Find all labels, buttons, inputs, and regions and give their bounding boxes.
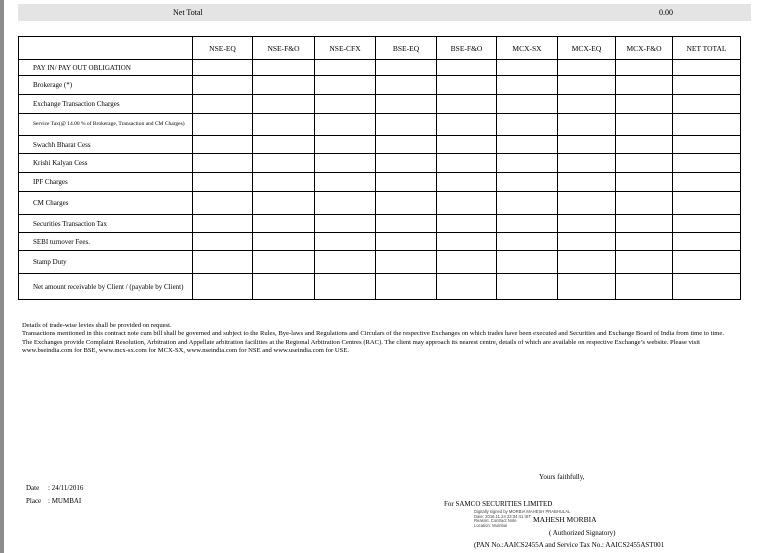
table-cell — [497, 192, 558, 215]
table-cell — [315, 173, 376, 192]
table-cell — [437, 215, 497, 233]
table-cell — [437, 60, 497, 76]
table-cell — [673, 251, 741, 274]
table-cell — [315, 95, 376, 114]
table-cell — [616, 173, 673, 192]
column-header: BSE-F&O — [437, 37, 497, 60]
column-header: BSE-EQ — [376, 37, 437, 60]
table-cell — [253, 192, 315, 215]
table-cell — [437, 76, 497, 95]
table-cell — [616, 251, 673, 274]
table-cell — [497, 136, 558, 154]
table-cell — [558, 173, 616, 192]
signatory-role: ( Authorized Signatory) — [549, 529, 616, 537]
row-label: Service Tax(@ 14.00 % of Brokerage, Transaction and CM Charges) — [19, 114, 193, 136]
table-cell — [437, 192, 497, 215]
table-row — [19, 215, 741, 233]
table-cell — [437, 114, 497, 136]
row-label: Brokerage (*) — [19, 76, 193, 95]
table-cell — [376, 154, 437, 173]
table-row — [19, 173, 741, 192]
table-row — [19, 60, 741, 76]
table-cell — [253, 76, 315, 95]
table-cell — [437, 136, 497, 154]
table-cell — [616, 154, 673, 173]
table-cell — [673, 192, 741, 215]
table-cell — [376, 215, 437, 233]
table-cell — [616, 274, 673, 300]
table-cell — [253, 173, 315, 192]
table-cell — [558, 154, 616, 173]
table-cell — [616, 76, 673, 95]
table-cell — [253, 251, 315, 274]
page-left-edge — [0, 0, 4, 553]
table-cell — [315, 114, 376, 136]
row-label: IPF Charges — [19, 173, 193, 192]
table-cell — [497, 173, 558, 192]
table-cell — [193, 114, 253, 136]
table-cell — [315, 136, 376, 154]
table-cell — [497, 251, 558, 274]
table-cell — [253, 95, 315, 114]
table-cell — [673, 76, 741, 95]
table-cell — [437, 251, 497, 274]
table-cell — [616, 136, 673, 154]
table-cell — [497, 114, 558, 136]
row-label: Stamp Duty — [19, 251, 193, 274]
table-cell — [558, 76, 616, 95]
table-cell — [673, 215, 741, 233]
table-cell — [193, 192, 253, 215]
table-cell — [315, 251, 376, 274]
date-label: Date — [26, 484, 40, 492]
table-cell — [558, 251, 616, 274]
table-cell — [253, 154, 315, 173]
place-label: Place — [26, 497, 42, 505]
net-total-bar — [18, 4, 751, 21]
notes — [22, 322, 734, 356]
row-label: Exchange Transaction Charges — [19, 95, 193, 114]
table-cell — [193, 173, 253, 192]
table-cell — [253, 233, 315, 251]
table-cell — [376, 136, 437, 154]
row-label: Net amount receivable by Client / (payable by Client) — [19, 274, 193, 300]
table-cell — [558, 95, 616, 114]
table-cell — [193, 60, 253, 76]
table-cell — [193, 154, 253, 173]
table-cell — [497, 76, 558, 95]
table-row — [19, 192, 741, 215]
table-cell — [616, 192, 673, 215]
table-cell — [376, 114, 437, 136]
table-cell — [376, 251, 437, 274]
table-cell — [673, 173, 741, 192]
table-cell — [616, 114, 673, 136]
table-cell — [376, 233, 437, 251]
column-header: NSE-EQ — [193, 37, 253, 60]
table-cell — [437, 233, 497, 251]
table-cell — [673, 60, 741, 76]
table-cell — [315, 154, 376, 173]
table-row — [19, 76, 741, 95]
table-cell — [497, 215, 558, 233]
table-cell — [193, 136, 253, 154]
column-header: NSE-F&O — [253, 37, 315, 60]
place-value: : MUMBAI — [48, 497, 82, 505]
table-cell — [558, 215, 616, 233]
table-cell — [315, 233, 376, 251]
table-cell — [497, 154, 558, 173]
table-row — [19, 154, 741, 173]
table-row — [19, 95, 741, 114]
table-cell — [193, 76, 253, 95]
table-cell — [315, 60, 376, 76]
table-cell — [437, 95, 497, 114]
net-total-value: 0.00 — [659, 8, 673, 17]
row-label: SEBI turnover Fees. — [19, 233, 193, 251]
levies-table — [18, 36, 741, 300]
table-cell — [616, 60, 673, 76]
column-header: MCX-F&O — [616, 37, 673, 60]
table-cell — [315, 192, 376, 215]
table-cell — [616, 215, 673, 233]
table-cell — [315, 215, 376, 233]
date-value: : 24/11/2016 — [48, 484, 84, 492]
notes-line-1: Details of trade-wise levies shall be provided on request. — [22, 322, 172, 329]
row-label: PAY IN/ PAY OUT OBLIGATION — [19, 60, 193, 76]
table-cell — [193, 233, 253, 251]
table-cell — [497, 60, 558, 76]
table-cell — [558, 136, 616, 154]
table-cell — [315, 274, 376, 300]
header-blank — [19, 37, 193, 60]
table-row — [19, 233, 741, 251]
company-name: For SAMCO SECURITIES LIMITED — [444, 500, 553, 508]
table-cell — [253, 274, 315, 300]
table-cell — [616, 233, 673, 251]
table-cell — [376, 95, 437, 114]
table-cell — [673, 136, 741, 154]
table-cell — [437, 274, 497, 300]
table-cell — [497, 95, 558, 114]
table-cell — [497, 233, 558, 251]
digital-signature-line: Date: 2016.11.24 23:34:41 IST — [474, 513, 531, 519]
table-cell — [497, 274, 558, 300]
row-label: CM Charges — [19, 192, 193, 215]
table-cell — [376, 173, 437, 192]
table-cell — [558, 114, 616, 136]
table-row — [19, 274, 741, 300]
column-header: MCX-SX — [497, 37, 558, 60]
row-label: Securities Transaction Tax — [19, 215, 193, 233]
table-cell — [616, 95, 673, 114]
table-cell — [253, 136, 315, 154]
table-cell — [315, 76, 376, 95]
table-cell — [558, 192, 616, 215]
digital-signature-line: Location: Mumbai — [474, 522, 508, 528]
signatory-name: MAHESH MORBIA — [533, 515, 597, 524]
notes-line-2: Transactions mentioned in this contract note cum bill shall be governed and subject to the Rules, Bye-laws and Regulations and Circulars of the respective Exchanges on which trades have been executed and Securities and Exchange Board of India from time to time. The Exchanges provide Complaint Resolution, Arbitration and Appellate arbitration facilities at the Regional Arbitration Centres (RAC). The client may approach its nearest centre, details of which are available on respective Exchange’s website. Please visit www.bseindia.com for BSE, www.mcx-sx.com for MCX-SX, www.nseindia.com for NSE and www.useindia.com for USE. — [22, 330, 724, 355]
table-row — [19, 114, 741, 136]
table-cell — [673, 95, 741, 114]
table-row — [19, 136, 741, 154]
digital-signature-line: Reason: Contract Note — [474, 518, 517, 524]
table-cell — [253, 114, 315, 136]
row-label: Swachh Bharat Cess — [19, 136, 193, 154]
table-cell — [193, 274, 253, 300]
table-cell — [673, 233, 741, 251]
table-cell — [558, 233, 616, 251]
yours-faithfully: Yours faithfully, — [539, 473, 585, 481]
row-label: Krishi Kalyan Cess — [19, 154, 193, 173]
table-cell — [437, 154, 497, 173]
table-row — [19, 251, 741, 274]
table-cell — [558, 60, 616, 76]
digital-signature-line: Digitally signed by MORBIA MAHESH PRABHULAL — [474, 509, 571, 514]
pan-service-tax: (PAN No.:AAICS2455A and Service Tax No.: AAICS2455AST001 — [474, 541, 665, 549]
table-cell — [253, 60, 315, 76]
table-cell — [193, 215, 253, 233]
table-cell — [437, 173, 497, 192]
table-cell — [193, 251, 253, 274]
table-cell — [673, 154, 741, 173]
column-header: MCX-EQ — [558, 37, 616, 60]
table-cell — [673, 114, 741, 136]
table-cell — [376, 192, 437, 215]
column-header: NET TOTAL — [673, 37, 741, 60]
column-header: NSE-CFX — [315, 37, 376, 60]
table-cell — [558, 274, 616, 300]
table-cell — [376, 60, 437, 76]
table-header-row — [19, 37, 741, 60]
net-total-label: Net Total — [173, 8, 203, 17]
table-cell — [193, 95, 253, 114]
table-cell — [253, 215, 315, 233]
table-cell — [673, 274, 741, 300]
table-cell — [376, 274, 437, 300]
table-cell — [376, 76, 437, 95]
